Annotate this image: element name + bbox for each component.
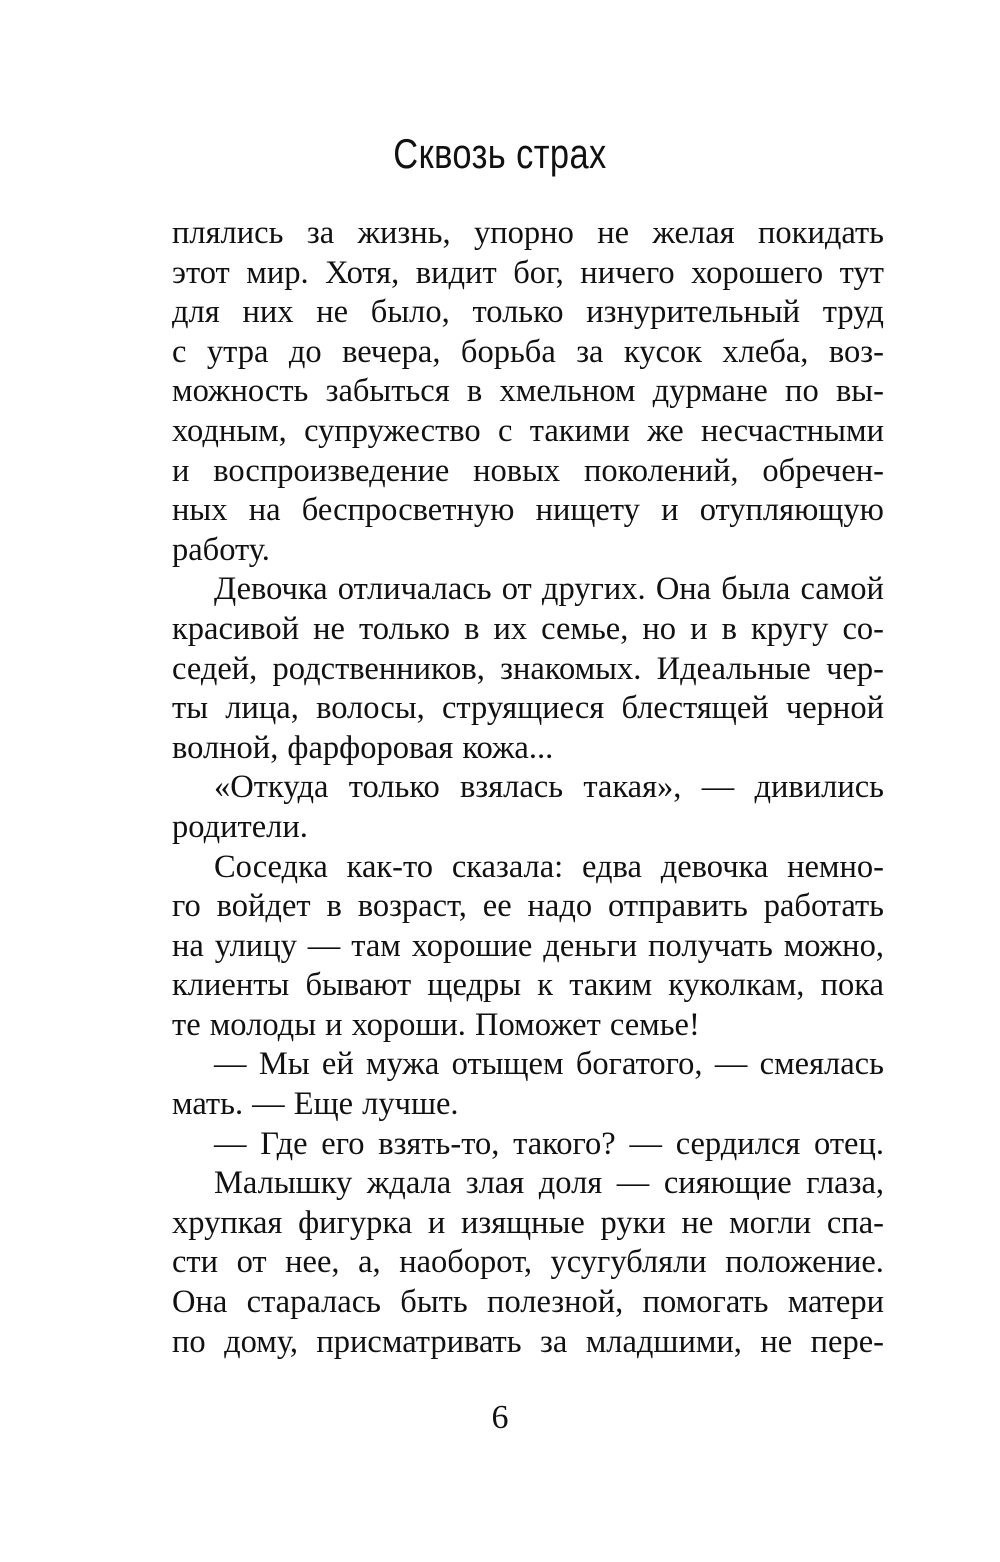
body-text (172, 214, 884, 1362)
word: как-то (346, 848, 434, 885)
word: деньги (543, 927, 638, 964)
word: струящиеся (441, 690, 605, 727)
word: Она (172, 1284, 228, 1321)
text-line (172, 254, 884, 294)
text-line (172, 1085, 884, 1125)
word: Еще (293, 1086, 354, 1123)
word: беспросветную (301, 492, 515, 529)
word: от (501, 571, 532, 608)
word: хмельном (499, 373, 636, 410)
word: желая (652, 215, 735, 251)
word: войдет (216, 888, 311, 925)
word: усугубляли (550, 1244, 707, 1281)
word: а, (358, 1244, 381, 1281)
word: го (172, 888, 201, 925)
word: сердился (675, 1125, 801, 1162)
word: возраст, (357, 888, 467, 925)
text-line (172, 927, 884, 967)
word: за (306, 215, 335, 251)
word: пока (820, 967, 884, 1004)
word: дому, (224, 1323, 298, 1360)
word: нищету (535, 492, 640, 529)
word: богатого, (575, 1046, 703, 1083)
word: наоборот, (399, 1244, 532, 1281)
word: не (316, 294, 349, 331)
word: получать (648, 927, 773, 964)
word: «Откуда (214, 769, 329, 806)
word: супружество (304, 412, 481, 449)
word: младшими, (585, 1323, 742, 1360)
text-line (172, 333, 884, 373)
word: красивой (172, 610, 300, 647)
word: от (236, 1244, 267, 1281)
word: родственников, (272, 650, 485, 687)
word: таким (569, 967, 653, 1004)
word: кругу (750, 610, 829, 647)
word: хрупкая (172, 1204, 283, 1241)
word: спа- (826, 1204, 884, 1241)
word: и (325, 1006, 343, 1043)
word: труд (822, 294, 884, 331)
word: матери (787, 1284, 884, 1321)
word: — (616, 1165, 650, 1202)
word: хорошего (691, 254, 824, 291)
text-line (172, 1243, 884, 1283)
word: хороши. (351, 1006, 466, 1043)
word: фарфоровая (287, 729, 454, 766)
word: — (214, 1125, 247, 1162)
word: старалась (246, 1284, 381, 1321)
word: изящные (460, 1204, 585, 1241)
word: присматривать (316, 1323, 522, 1360)
word: руки (600, 1204, 666, 1241)
word: Малышку (214, 1165, 353, 1202)
word: Она (655, 571, 712, 608)
word: ничего (580, 254, 675, 291)
word: отец. (814, 1125, 884, 1162)
word: помогать (642, 1284, 769, 1321)
word: семье, (541, 610, 629, 647)
word: надо (527, 888, 593, 925)
word: мужа (366, 1046, 440, 1083)
word: дивились (754, 769, 884, 806)
word: кусок (623, 333, 702, 370)
word: не (313, 610, 345, 647)
word: лица, (225, 690, 299, 727)
text-line (172, 848, 884, 888)
word: забыться (325, 373, 450, 410)
word: семье! (609, 1006, 700, 1043)
word: только (472, 294, 564, 331)
word: щедры (427, 967, 522, 1004)
word: — (307, 927, 341, 964)
text-line (172, 650, 884, 690)
word: те (172, 1006, 201, 1043)
word: воз- (828, 333, 884, 370)
word: плялись (172, 215, 284, 251)
word: сти (172, 1244, 219, 1281)
word: сияющие (663, 1165, 792, 1202)
word: Соседка (214, 848, 328, 885)
word: не (681, 1204, 714, 1241)
word: со- (842, 610, 884, 647)
text-line (172, 1283, 884, 1323)
text-line (172, 1204, 884, 1244)
word: — (214, 1046, 247, 1083)
word: ходным, (172, 412, 287, 449)
word: но (642, 610, 677, 647)
word: смеялась (759, 1046, 884, 1083)
word: жизнь, (357, 215, 451, 251)
word: знакомых. (500, 650, 642, 687)
word: такая», (583, 769, 682, 806)
word: в (466, 373, 483, 410)
word: — (252, 1086, 285, 1123)
word: за (576, 333, 604, 370)
word: едва (582, 848, 642, 885)
running-head-title: Сквозь страх (393, 130, 607, 177)
word: с (497, 412, 513, 449)
word: отыщем (451, 1046, 564, 1083)
word: его (321, 1125, 365, 1162)
word: работу. (172, 531, 270, 568)
word: отправить (608, 888, 748, 925)
word: улицу (214, 927, 297, 964)
word: по (172, 1323, 206, 1360)
word: было, (370, 294, 450, 331)
word: Где (260, 1125, 308, 1162)
text-line (172, 1164, 884, 1204)
text-line (172, 887, 884, 927)
text-line (172, 966, 884, 1006)
word: немно- (787, 848, 884, 885)
word: могли (729, 1204, 812, 1241)
word: быть (400, 1284, 468, 1321)
word: положение. (725, 1244, 884, 1281)
word: Поможет (475, 1006, 601, 1043)
text-line (172, 1125, 884, 1165)
word: ждала (366, 1165, 452, 1202)
word: — (701, 769, 735, 806)
word: бог, (513, 254, 564, 291)
word: мать. (172, 1086, 244, 1123)
word: доля (538, 1165, 603, 1202)
word: злая (465, 1165, 525, 1202)
word: утра (206, 333, 269, 370)
word: Идеальные (656, 650, 811, 687)
word: взять-то, (378, 1125, 500, 1162)
word: сказала: (451, 848, 564, 885)
word: Мы (258, 1046, 310, 1083)
text-line (172, 491, 884, 531)
text-line (172, 1006, 884, 1046)
word: нее, (285, 1244, 340, 1281)
word: несчастными (700, 412, 884, 449)
word: них (242, 294, 294, 331)
word: в (326, 888, 342, 925)
word: ных (172, 492, 228, 529)
word: отупляющую (699, 492, 884, 529)
text-line (172, 1045, 884, 1085)
word: упорно (474, 215, 574, 251)
word: к (537, 967, 554, 1004)
text-line (172, 729, 884, 769)
word: волной, (172, 729, 279, 766)
word: лучше. (362, 1086, 459, 1123)
word: клиенты (172, 967, 290, 1004)
word: Девочка (214, 571, 328, 608)
word: с (172, 333, 187, 370)
word: куколкам, (668, 967, 805, 1004)
word: блестящей (621, 690, 769, 727)
word: волосы, (316, 690, 425, 727)
word: в (721, 610, 737, 647)
text-line (172, 531, 884, 571)
word: в (464, 610, 480, 647)
word: была (721, 571, 791, 608)
word: — (629, 1125, 662, 1162)
word: девочка (660, 848, 769, 885)
word: — (714, 1046, 748, 1083)
word: черной (785, 690, 884, 727)
word: тут (839, 254, 884, 291)
word: бывают (305, 967, 412, 1004)
text-line (172, 808, 884, 848)
word: изнурительный (586, 294, 801, 331)
text-line (172, 412, 884, 452)
word: только (348, 769, 440, 806)
text-line (172, 452, 884, 492)
word: можно, (783, 927, 884, 964)
text-line (172, 689, 884, 729)
word: такими (529, 412, 630, 449)
word: видит (415, 254, 497, 291)
word: этот (172, 254, 230, 291)
text-line (172, 768, 884, 808)
word: воспроизведение (213, 452, 450, 489)
word: хлеба, (722, 333, 809, 370)
word: новых (473, 452, 561, 489)
text-line (172, 1323, 884, 1363)
word: не (597, 215, 630, 251)
word: покидать (758, 215, 884, 251)
word: можность (172, 373, 309, 410)
word: родители. (172, 808, 308, 845)
word: пере- (810, 1323, 884, 1360)
word: полезной, (487, 1284, 624, 1321)
word: и (427, 1204, 446, 1241)
word: не (760, 1323, 793, 1360)
text-line (172, 372, 884, 412)
word: кожа... (462, 729, 554, 766)
page-number: 6 (491, 1399, 509, 1436)
word: ей (321, 1046, 354, 1083)
word: до (288, 333, 322, 370)
word: работать (763, 888, 884, 925)
word: хорошие (411, 927, 533, 964)
word: только (358, 610, 451, 647)
word: чер- (826, 650, 884, 687)
word: такого? (513, 1125, 616, 1162)
word: и (690, 610, 708, 647)
text-line (172, 293, 884, 333)
word: там (351, 927, 401, 964)
word: же (647, 412, 684, 449)
text-line (172, 570, 884, 610)
text-line (172, 214, 884, 254)
word: других. (541, 571, 646, 608)
word: самой (800, 571, 884, 608)
word: для (172, 294, 220, 331)
word: и (661, 492, 679, 529)
word: борьба (460, 333, 556, 370)
word: седей, (172, 650, 258, 687)
word: отличалась (337, 571, 492, 608)
word: ты (172, 690, 209, 727)
word: мир. (246, 254, 309, 291)
word: вечера, (342, 333, 441, 370)
word: вы- (835, 373, 884, 410)
word: фигурка (298, 1204, 413, 1241)
word: их (493, 610, 528, 647)
word: поколений, (583, 452, 739, 489)
word: дурмане (652, 373, 768, 410)
word: на (248, 492, 281, 529)
word: по (785, 373, 819, 410)
word: ее (482, 888, 512, 925)
word: Хотя, (325, 254, 400, 291)
word: глаза, (806, 1165, 884, 1202)
word: на (172, 927, 204, 964)
word: и (172, 452, 190, 489)
word: молоды (209, 1006, 317, 1043)
word: за (539, 1323, 568, 1360)
word: взялась (460, 769, 564, 806)
text-line (172, 610, 884, 650)
word: обречен- (762, 452, 884, 489)
